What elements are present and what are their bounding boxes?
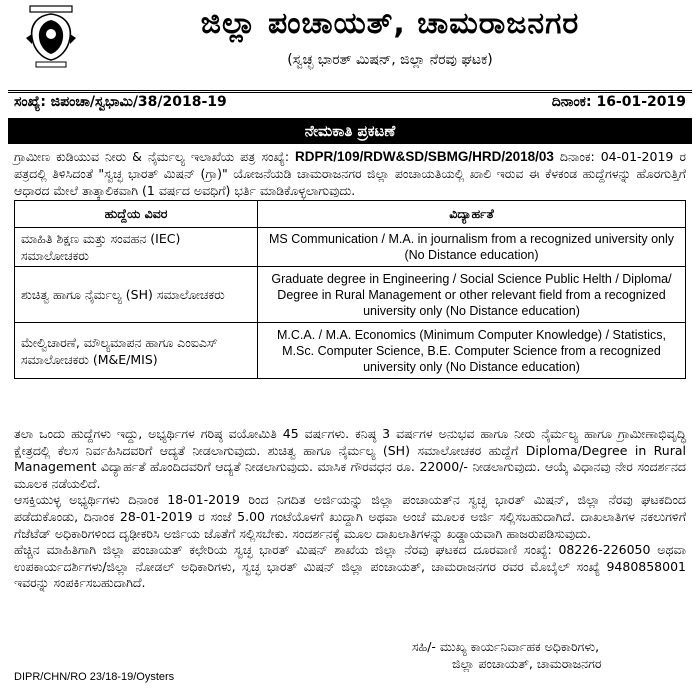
footer-code: DIPR/CHN/RO 23/18-19/Oysters (14, 671, 175, 683)
intro-paragraph (14, 148, 686, 199)
post-name: ಮಾಹಿತಿ ಶಿಕ್ಷಣ ಮತ್ತು ಸಂವಹನ (IEC) ಸಮಾಲೋಚಕರು (15, 228, 258, 267)
table-row (15, 267, 686, 323)
karnataka-emblem-icon (22, 4, 80, 70)
signature-block (412, 638, 682, 672)
header-qualification: ವಿದ್ಯಾರ್ಹತೆ (258, 201, 686, 228)
body-paragraph-contact: ಹೆಚ್ಚಿನ ಮಾಹಿತಿಗಾಗಿ ಜಿಲ್ಲಾ ಪಂಚಾಯತ್ ಕಛೇರಿಯ ಸ್ವಚ್ಛ ಭಾರತ್ ಮಿಷನ್ ಶಾಖೆಯ ಜಿಲ್ಲಾ ನೆರವು ಘಟಕದ ದೂರವಾಣಿ ಸಂಖ್ಯೆ: 08226-226050 ಅಥವಾ ಉಪಕಾರ್ಯದರ್ಶಿಗಳು/ಜಿಲ್ಲಾ ನೋಡಲ್ ಅಧಿಕಾರಿಗಳು, ಸ್ವಚ್ಛ ಭಾರತ್ ಮಿಷನ್ ಜಿಲ್ಲಾ ಪಂಚಾಯತ್, ಚಾಮರಾಜನಗರ ರವರ ಮೊಬೈಲ್ ಸಂಖ್ಯೆ 9480858001 ಇವರನ್ನು ಸಂಪರ್ಕಿಸಬಹುದಾಗಿದೆ. (14, 542, 686, 591)
table-row (15, 228, 686, 267)
intro-text: ದಿನಾಂಕ: 04-01-2019 ರ ಪತ್ರದಲ್ಲಿ ತಿಳಿಸಿದಂತೆ "ಸ್ವಚ್ಛ ಭಾರತ್ ಮಿಷನ್ (ಗ್ರಾ)" ಯೋಜನೆಯಡಿ ಚಾಮರಾಜನಗರ ಜಿಲ್ಲಾ ಪಂಚಾಯತಿಯಲ್ಲಿ ಖಾಲಿ ಇರುವ ಈ ಕೆಳಕಂಡ ಹುದ್ದೆಗಳನ್ನು ಹೊರಗುತ್ತಿಗೆ ಆಧಾರದ ಮೇಲೆ ತಾತ್ಕಾಲಿಕವಾಗಿ (1 ವರ್ಷದ ಅವಧಿಗೆ) ಭರ್ತಿ ಮಾಡಿಕೊಳ್ಳಲಾಗುವುದು. (14, 149, 686, 198)
header (8, 0, 692, 93)
notice-banner: ನೇಮಕಾತಿ ಪ್ರಕಟಣೆ (8, 118, 692, 144)
order-number: RDPR/109/RDW&SD/SBMG/HRD/2018/03 (295, 149, 554, 164)
body-paragraph-eligibility: ತಲಾ ಒಂದು ಹುದ್ದೆಗಳು ಇದ್ದು, ಅಭ್ಯರ್ಥಿಗಳ ಗರಿಷ್ಠ ವಯೋಮಿತಿ 45 ವರ್ಷಗಳು. ಕನಿಷ್ಠ 3 ವರ್ಷಗಳ ಅನುಭವ ಹಾಗೂ ನೀರು ನೈರ್ಮಲ್ಯ ಹಾಗೂ ಗ್ರಾಮೀಣಾಭಿವೃದ್ಧಿ ಕ್ಷೇತ್ರದಲ್ಲಿ ಕೆಲಸ ನಿರ್ವಹಿಸಿದವರಿಗೆ ಆದ್ಯತೆ ನೀಡಲಾಗುವುದು. ಶುಚಿತ್ವ ಹಾಗೂ ನೈರ್ಮಲ್ಯ (SH) ಸಮಾಲೋಚಕರ ಹುದ್ದೆಗೆ Diploma/Degree in Rural Management ವಿದ್ಯಾರ್ಹತೆ ಹೊಂದಿದವರಿಗೆ ಆದ್ಯತೆ ನೀಡಲಾಗುವುದು. ಮಾಸಿಕ ಗೌರವಧನ ರೂ. 22000/- ನೀಡಲಾಗುವುದು. ಆಯ್ಕೆ ವಿಧಾನವು ನೇರ ಸಂದರ್ಶನದ ಮೂಲಕ ನಡೆಯಲಿದೆ. (14, 426, 686, 491)
table-header-row (15, 201, 686, 228)
header-post: ಹುದ್ದೆಯ ವಿವರ (15, 201, 258, 228)
post-name: ಶುಚಿತ್ವ ಹಾಗೂ ನೈರ್ಮಲ್ಯ (SH) ಸಮಾಲೋಚಕರು (15, 267, 258, 323)
page-subtitle: (ಸ್ವಚ್ಛ ಭಾರತ್ ಮಿಷನ್, ಜಿಲ್ಲಾ ನೆರವು ಘಟಕ) (287, 52, 493, 68)
signature-line-1: ಸಹಿ/- ಮುಖ್ಯ ಕಾರ್ಯನಿರ್ವಾಹಕ ಅಧಿಕಾರಿಗಳು, (412, 639, 600, 654)
signature-line-2: ಜಿಲ್ಲಾ ಪಂಚಾಯತ್, ಚಾಮರಾಜನಗರ (452, 656, 602, 671)
intro-prefix: ಗ್ರಾಮೀಣ ಕುಡಿಯುವ ನೀರು & ನೈರ್ಮಲ್ಯ ಇಲಾಖೆಯ ಪತ್ರ ಸಂಖ್ಯೆ: (14, 149, 296, 164)
post-qualification: Graduate degree in Engineering / Social Science Public Helth / Diploma/ Degree in Rural Management or other relevant field from a recognized university only (No Distance education) (258, 267, 686, 323)
reference-number: ಸಂಖ್ಯೆ: ಜಿಪಂಚಾ/ಸ್ವಭಾಮಿ/38/2018-19 (14, 94, 227, 110)
reference-date: ದಿನಾಂಕ: 16-01-2019 (551, 94, 686, 110)
post-qualification: M.C.A. / M.A. Economics (Minimum Computer Knowledge) / Statistics, M.Sc. Computer Science, B.E. Computer Science from a recognized university only (No Distance education) (258, 323, 686, 379)
reference-line (14, 94, 686, 116)
body-paragraph-application: ಆಸಕ್ತಿಯುಳ್ಳ ಅಭ್ಯರ್ಥಿಗಳು ದಿನಾಂಕ 18-01-2019 ರಿಂದ ನಿಗದಿತ ಅರ್ಜಿಯನ್ನು ಜಿಲ್ಲಾ ಪಂಚಾಯತ್‌ನ ಸ್ವಚ್ಛ ಭಾರತ್ ಮಿಷನ್, ಜಿಲ್ಲಾ ನೆರವು ಘಟಕದಿಂದ ಪಡೆದುಕೊಂಡು, ದಿನಾಂಕ 28-01-2019 ರ ಸಂಜೆ 5.00 ಗಂಟೆಯೊಳಗೆ ಖುದ್ದಾಗಿ ಅಥವಾ ಅಂಚೆ ಮೂಲಕ ಅರ್ಜಿ ಸಲ್ಲಿಸಬಹುದಾಗಿದೆ. ದಾಖಲಾತಿಗಳ ನಕಲುಗಳಿಗೆ ಗೆಜೆಟೆಡ್ ಅಧಿಕಾರಿಗಳಿಂದ ದೃಢೀಕರಿಸಿ ಅರ್ಜಿಯ ಜೊತೆಗೆ ಸಲ್ಲಿಸಬೇಕು. ಸಂದರ್ಶನಕ್ಕೆ ಮೂಲ ದಾಖಲಾತಿಗಳನ್ನು ಖಡ್ಡಾಯವಾಗಿ ಹಾಜರುಪಡಿಸುವುದು. (14, 492, 686, 541)
notice-body (14, 426, 686, 592)
post-name: ಮೇಲ್ವಿಚಾರಣೆ, ಮೌಲ್ಯಮಾಪನ ಹಾಗೂ ಎಂಐಎಸ್ ಸಮಾಲೋಚಕರು (M&E/MIS) (15, 323, 258, 379)
posts-table (14, 200, 686, 379)
page-title: ಜಿಲ್ಲಾ ಪಂಚಾಯತ್, ಚಾಮರಾಜನಗರ (200, 6, 580, 41)
post-qualification: MS Communication / M.A. in journalism from a recognized university only (No Distance education) (258, 228, 686, 267)
table-row (15, 323, 686, 379)
